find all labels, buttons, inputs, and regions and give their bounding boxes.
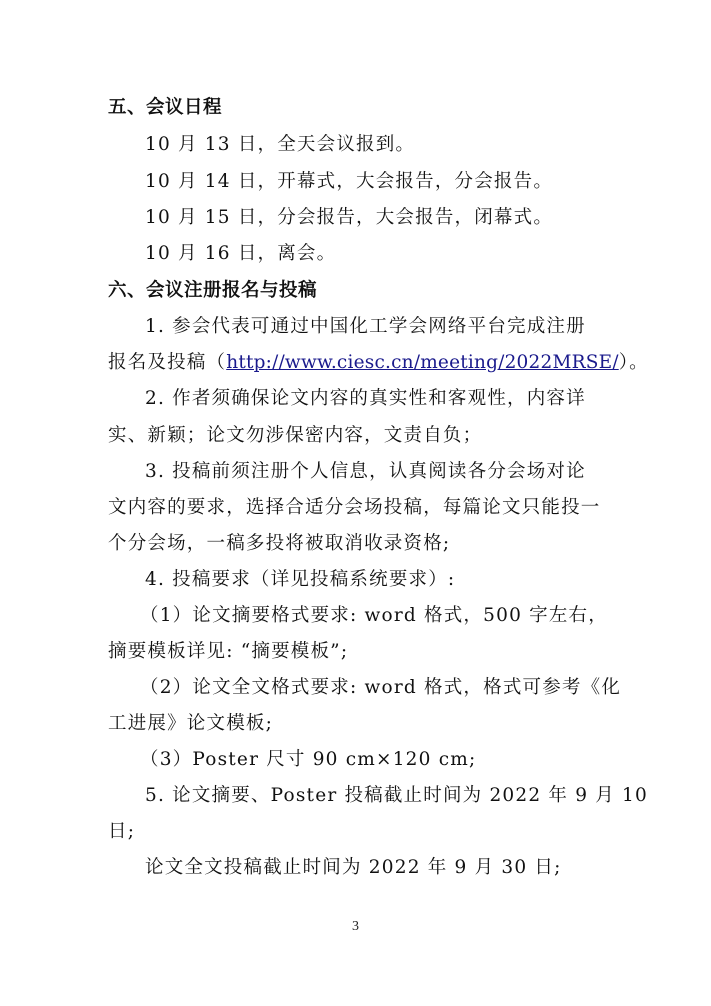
paragraph-4a-line-1: （1）论文摘要格式要求: word 格式，500 字左右， — [140, 605, 608, 626]
section-5-heading: 五、会议日程 — [108, 97, 223, 118]
schedule-item: 10 月 14 日，开幕式，大会报告，分会报告。 — [145, 171, 554, 192]
paragraph-1-suffix: ）。 — [618, 352, 649, 373]
paragraph-2-line-1: 2. 作者须确保论文内容的真实性和客观性，内容详 — [145, 388, 586, 409]
schedule-item: 10 月 15 日，分会报告，大会报告，闭幕式。 — [145, 207, 554, 228]
paragraph-4-line-1: 4. 投稿要求（详见投稿系统要求）: — [145, 569, 456, 590]
paragraph-3-line-3: 个分会场，一稿多投将被取消收录资格; — [108, 533, 451, 554]
paragraph-2-line-2: 实、新颖；论文勿涉保密内容，文责自负； — [108, 425, 483, 446]
paragraph-3-line-2: 文内容的要求，选择合适分会场投稿，每篇论文只能投一 — [108, 497, 601, 518]
paragraph-3-line-1: 3. 投稿前须注册个人信息，认真阅读各分会场对论 — [145, 461, 586, 482]
paragraph-1-line-1: 1. 参会代表可通过中国化工学会网络平台完成注册 — [145, 316, 586, 337]
paragraph-4c-line-1: （3）Poster 尺寸 90 cm×120 cm; — [140, 749, 477, 770]
paragraph-5-line-1: 5. 论文摘要、Poster 投稿截止时间为 2022 年 9 月 10 — [145, 785, 648, 806]
schedule-item: 10 月 13 日，全天会议报到。 — [145, 134, 416, 155]
registration-link[interactable]: http://www.ciesc.cn/meeting/2022MRSE/ — [226, 352, 619, 373]
page-number: 3 — [352, 919, 359, 934]
paragraph-4a-line-2: 摘要模板详见: “摘要模板”; — [108, 641, 349, 662]
paragraph-4b-line-2: 工进展》论文模板; — [108, 713, 274, 734]
paragraph-1-line-2 — [108, 351, 649, 375]
paragraph-6-line-1: 论文全文投稿截止时间为 2022 年 9 月 30 日; — [145, 857, 562, 878]
paragraph-1-prefix: 报名及投稿（ — [108, 352, 227, 373]
schedule-item: 10 月 16 日，离会。 — [145, 243, 337, 264]
section-6-heading: 六、会议注册报名与投稿 — [108, 280, 318, 301]
paragraph-5-line-2: 日; — [108, 821, 136, 842]
paragraph-4b-line-1: （2）论文全文格式要求: word 格式，格式可参考《化 — [140, 677, 622, 698]
